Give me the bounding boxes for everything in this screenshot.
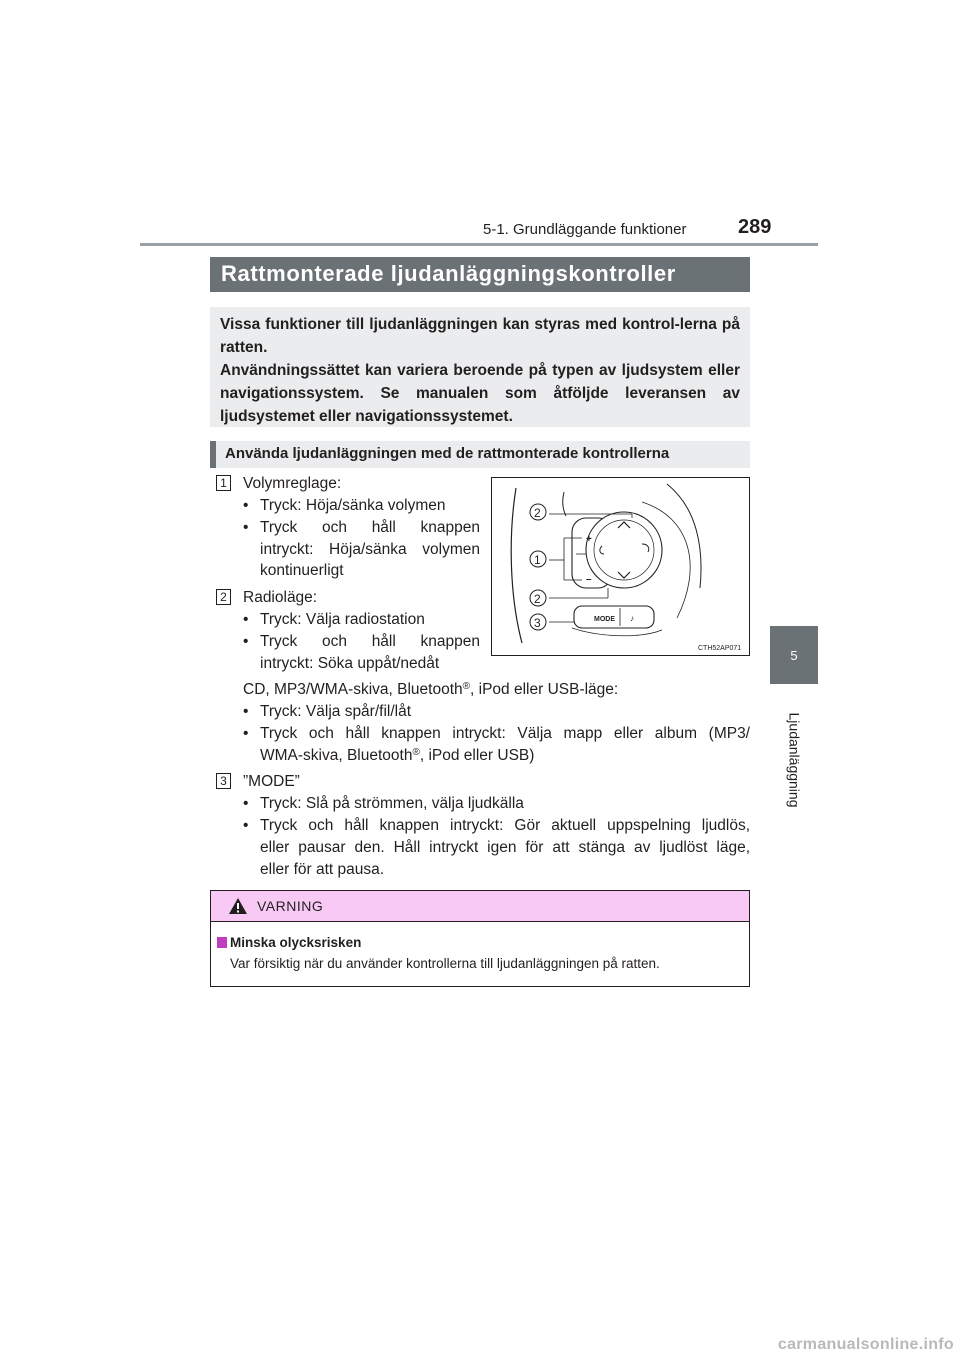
bullet-dot: • bbox=[243, 611, 249, 628]
callout-2-top: 2 bbox=[534, 506, 541, 520]
chapter-label bbox=[758, 690, 830, 830]
item-3-bullet-2-text-cont: eller pausar den. Håll intryckt igen för att stänga av ljudlöst läge, bbox=[260, 839, 750, 856]
warning-triangle-icon bbox=[228, 897, 248, 915]
warning-title-row bbox=[217, 935, 361, 950]
item-1-bullet-2-text-cont2: kontinuerligt bbox=[260, 562, 344, 579]
callout-3: 3 bbox=[534, 616, 541, 630]
item-1-bullet-1 bbox=[243, 495, 480, 517]
mute-icon: ♪ bbox=[630, 614, 634, 623]
cd-bullet-2-cont bbox=[243, 745, 750, 767]
item-3-bullet-1 bbox=[243, 793, 750, 815]
item-1-bullet-2-text: Tryck och håll knappen bbox=[260, 519, 480, 536]
item-3-bullet-1-text: Tryck: Slå på strömmen, välja ljudkälla bbox=[260, 795, 524, 812]
warning-header bbox=[211, 891, 749, 922]
page-number: 289 bbox=[738, 216, 772, 238]
item-3-label: ”MODE” bbox=[243, 773, 300, 790]
item-number-3: 3 bbox=[216, 773, 231, 789]
page-title: Rattmonterade ljudanläggningskontroller bbox=[210, 257, 750, 292]
warning-square-icon bbox=[217, 937, 227, 948]
item-1-label: Volymreglage: bbox=[243, 475, 342, 492]
registered-mark: ® bbox=[412, 747, 420, 758]
header-divider bbox=[140, 243, 818, 246]
steering-wheel-illustration bbox=[492, 478, 749, 655]
item-3-bullet-2 bbox=[243, 815, 750, 837]
item-1-bullet-2-text-cont: intryckt: Höja/sänka volymen bbox=[260, 541, 480, 558]
section-title: 5-1. Grundläggande funktioner bbox=[483, 221, 687, 238]
item-2-bullet-2-text-cont: intryckt: Söka uppåt/nedåt bbox=[260, 655, 440, 672]
bullet-dot: • bbox=[243, 497, 249, 514]
item-2-bullet-1 bbox=[243, 609, 480, 631]
warning-title: Minska olycksrisken bbox=[230, 935, 362, 950]
chapter-label-text: Ljudanläggning bbox=[786, 712, 803, 808]
bullet-dot: • bbox=[243, 795, 249, 812]
intro-paragraph-2: Användningssättet kan variera beroende på typen av ljudsystem eller navigationssystem. Se manualen som åtföljde leveransen av ljudsystemet eller navigationssystemet. bbox=[220, 362, 740, 425]
intro-box bbox=[210, 307, 750, 427]
warning-heading: VARNING bbox=[257, 898, 324, 914]
subheading: Använda ljudanläggningen med de rattmonterade kontrollerna bbox=[210, 441, 750, 468]
cd-mode-heading-b: , iPod eller USB-läge: bbox=[470, 681, 619, 698]
registered-mark: ® bbox=[462, 681, 471, 692]
warning-box bbox=[210, 890, 750, 987]
item-number-2: 2 bbox=[216, 589, 231, 605]
bullet-dot: • bbox=[243, 817, 249, 834]
item-2-label: Radioläge: bbox=[243, 589, 318, 606]
item-3-bullet-2-text: Tryck och håll knappen intryckt: Gör aktuell uppspelning ljudlös, bbox=[260, 817, 750, 834]
item-2-bullet-1-text: Tryck: Välja radiostation bbox=[260, 611, 425, 628]
volume-up-label: + bbox=[586, 534, 592, 545]
warning-body: Var försiktig när du använder kontrollerna till ljudanläggningen på ratten. bbox=[230, 956, 660, 971]
bullet-dot: • bbox=[243, 519, 249, 536]
item-2-bullet-2-text: Tryck och håll knappen bbox=[260, 633, 480, 650]
intro-paragraph-1: Vissa funktioner till ljudanläggningen kan styras med kontrol-lerna på ratten. bbox=[220, 316, 740, 356]
item-number-1: 1 bbox=[216, 475, 231, 491]
figure-code: CTH52AP071 bbox=[698, 645, 742, 652]
cd-bullet-2-text-b: , iPod eller USB) bbox=[419, 747, 535, 764]
item-1-bullet-2 bbox=[243, 517, 480, 539]
cd-mode-heading-a: CD, MP3/WMA-skiva, Bluetooth bbox=[243, 681, 463, 698]
bullet-dot: • bbox=[243, 633, 249, 650]
item-2-bullet-2 bbox=[243, 631, 480, 653]
bullet-dot: • bbox=[243, 703, 249, 720]
item-1-bullet-2-cont bbox=[243, 539, 480, 561]
item-1-bullet-2-cont2 bbox=[243, 560, 480, 582]
steering-controls-figure bbox=[491, 477, 750, 656]
cd-mode-heading bbox=[243, 679, 618, 701]
cd-bullet-2-text: Tryck och håll knappen intryckt: Välja mapp eller album (MP3/ bbox=[260, 725, 750, 742]
cd-bullet-1-text: Tryck: Välja spår/fil/låt bbox=[260, 703, 412, 720]
mode-button-label: MODE bbox=[594, 616, 615, 623]
item-3-bullet-2-cont2 bbox=[243, 859, 750, 881]
item-2-bullet-2-cont bbox=[243, 653, 480, 675]
cd-bullet-2-text-a: WMA-skiva, Bluetooth bbox=[260, 747, 413, 764]
item-3-bullet-2-text-cont2: eller för att pausa. bbox=[260, 861, 385, 878]
cd-bullet-2-text-cont bbox=[243, 745, 750, 767]
callout-2-bottom: 2 bbox=[534, 592, 541, 606]
item-1-bullet-1-text: Tryck: Höja/sänka volymen bbox=[260, 497, 446, 514]
item-3-bullet-2-cont bbox=[243, 837, 750, 859]
chapter-tab: 5 bbox=[770, 626, 818, 684]
cd-bullet-1 bbox=[243, 701, 750, 723]
callout-1: 1 bbox=[534, 553, 541, 567]
footer-watermark: carmanualsonline.info bbox=[777, 1336, 954, 1353]
cd-bullet-2 bbox=[243, 723, 750, 745]
volume-down-label: – bbox=[586, 574, 592, 585]
bullet-dot: • bbox=[243, 725, 249, 742]
